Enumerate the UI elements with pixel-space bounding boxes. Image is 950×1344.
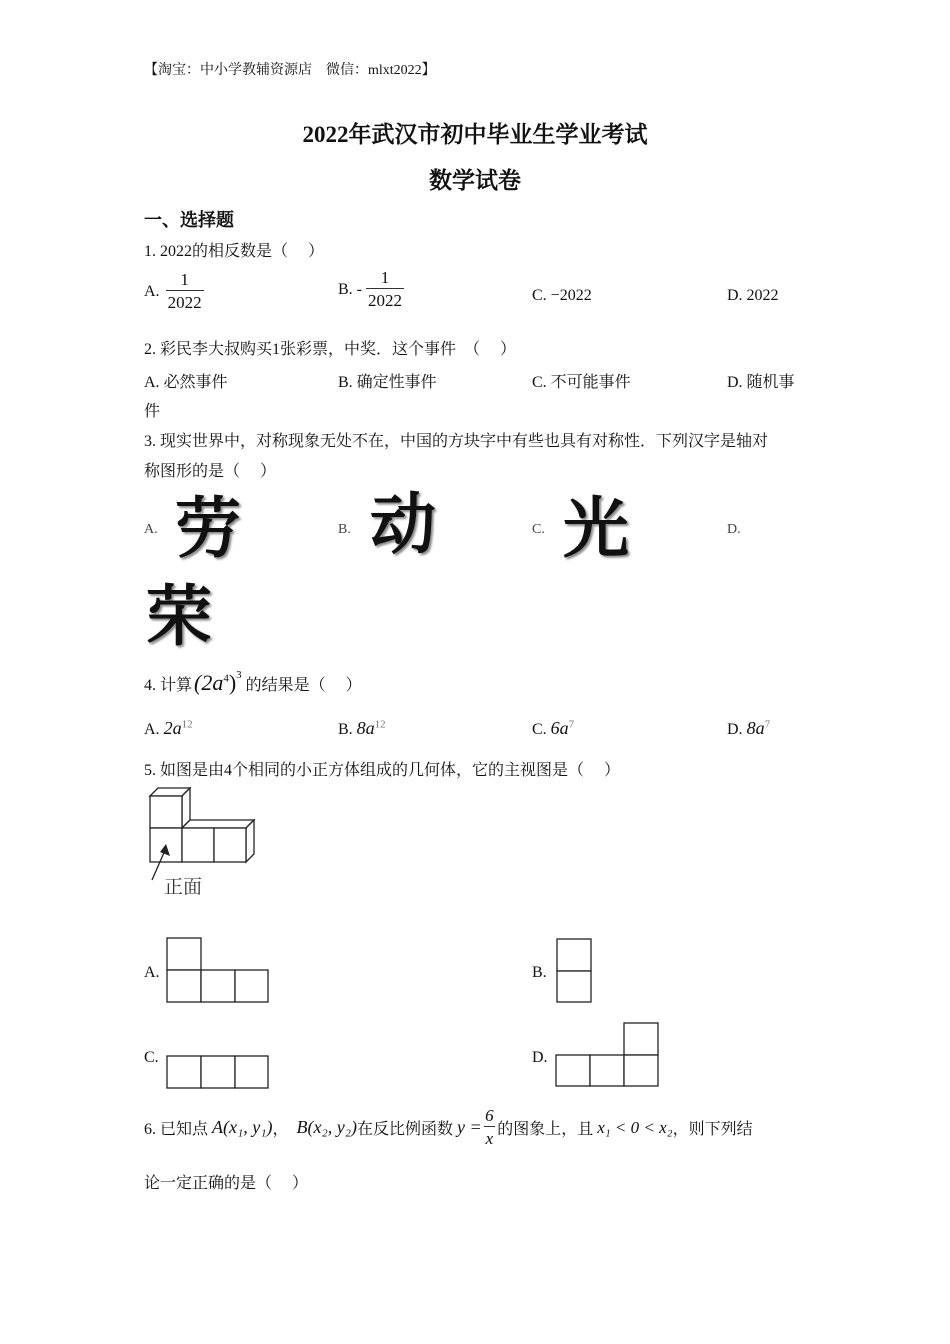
q3-b-label: B. bbox=[338, 522, 351, 537]
q4-c-label: C. bbox=[532, 721, 547, 738]
q5-a-label: A. bbox=[144, 964, 160, 981]
q4-c-exponent: 7 bbox=[568, 718, 575, 731]
q1-b-label: B. bbox=[338, 280, 353, 298]
page-subtitle: 数学试卷 bbox=[429, 168, 521, 193]
q4-c-term: 6a bbox=[550, 718, 569, 738]
q4-a-label: A. bbox=[144, 721, 160, 738]
q5-option-a-figure bbox=[166, 937, 270, 1003]
q1-option-a bbox=[144, 270, 204, 314]
q1-stem: 1. 2022的相反数是（ ） bbox=[144, 243, 325, 260]
q5-c-label: C. bbox=[144, 1049, 159, 1066]
q4-option-b bbox=[338, 718, 386, 739]
q6-stem-line2: 论一定正确的是（ ） bbox=[144, 1175, 309, 1192]
q4-a-term: 2a bbox=[163, 718, 182, 738]
q6-stem-line1 bbox=[144, 1106, 753, 1150]
q3-d-label: D. bbox=[727, 522, 741, 537]
q3-stem-line2: 称图形的是（ ） bbox=[144, 463, 277, 480]
q1-a-denominator: 2022 bbox=[166, 290, 204, 313]
q6-point-b: B(x₂, y₂) bbox=[296, 1117, 357, 1138]
q3-b-character: 动 bbox=[370, 486, 436, 563]
q1-a-numerator: 1 bbox=[180, 270, 189, 289]
q4-b-exponent: 12 bbox=[374, 718, 386, 731]
q4-d-exponent: 7 bbox=[764, 718, 771, 731]
q4-d-label: D. bbox=[727, 721, 743, 738]
q3-a-label: A. bbox=[144, 522, 158, 537]
q4-d-term: 8a bbox=[746, 718, 765, 738]
q4-expression bbox=[194, 670, 242, 696]
q5-b-label: B. bbox=[532, 964, 547, 981]
q3-c-character: 光 bbox=[563, 490, 629, 567]
q1-b-numerator: 1 bbox=[380, 268, 390, 287]
q3-c-label: C. bbox=[532, 522, 545, 537]
q1-option-d: D. 2022 bbox=[727, 287, 779, 304]
q2-option-b: B. 确定性事件 bbox=[338, 374, 437, 391]
q1-b-sign: - bbox=[356, 280, 362, 298]
q4-base: (2a bbox=[194, 670, 224, 695]
q6-mid-text: 在反比例函数 bbox=[357, 1121, 454, 1139]
q2-option-d: D. 随机事 bbox=[727, 374, 795, 391]
q5-solid-figure bbox=[144, 784, 264, 904]
q1-option-b bbox=[338, 268, 404, 312]
q6-function-denominator: x bbox=[484, 1126, 496, 1149]
q6-post-text: ，则下列结 bbox=[672, 1121, 753, 1139]
q5-stem: 5. 如图是由4个相同的小正方体组成的几何体，它的主视图是（ ） bbox=[144, 762, 621, 779]
q4-inner-exponent: 4 bbox=[223, 672, 229, 685]
q4-option-c bbox=[532, 718, 574, 739]
q1-a-label: A. bbox=[144, 282, 160, 300]
q5-option-b-figure bbox=[556, 938, 594, 1004]
q4-b-label: B. bbox=[338, 721, 353, 738]
q2-stem: 2. 彩民李大叔购买1张彩票，中奖．这个事件 （ ） bbox=[144, 341, 517, 358]
q4-b-term: 8a bbox=[356, 718, 375, 738]
q5-front-label: 正面 bbox=[164, 876, 203, 898]
page-title: 2022年武汉市初中毕业生学业考试 bbox=[302, 122, 648, 147]
q4-outer-exponent: 3 bbox=[236, 668, 242, 681]
q4-stem bbox=[144, 670, 362, 696]
q6-point-a: A(x₁, y₁) bbox=[212, 1117, 273, 1138]
q3-a-character: 劳 bbox=[175, 490, 241, 567]
q6-function-lhs: y = bbox=[457, 1117, 482, 1138]
q2-option-c: C. 不可能事件 bbox=[532, 374, 631, 391]
q6-stem-pre: 6. 已知点 bbox=[144, 1121, 209, 1139]
q6-condition: x₁ < 0 < x₂ bbox=[597, 1117, 673, 1137]
section-heading: 一、选择题 bbox=[144, 210, 234, 230]
q4-a-exponent: 12 bbox=[181, 718, 193, 731]
q2-option-d-wrap: 件 bbox=[144, 403, 161, 420]
q4-close-paren: ) bbox=[228, 670, 237, 695]
q1-a-fraction bbox=[166, 270, 204, 314]
q3-stem-line1: 3. 现实世界中，对称现象无处不在，中国的方块字中有些也具有对称性．下列汉字是轴对 bbox=[144, 433, 769, 450]
q4-stem-pre: 4. 计算 bbox=[144, 677, 193, 694]
page-header: 【淘宝：中小学教辅资源店 微信：mlxt2022】 bbox=[144, 63, 436, 78]
q6-function-numerator: 6 bbox=[485, 1106, 494, 1125]
q6-mid2-text: 的图象上，且 bbox=[497, 1121, 594, 1139]
q4-option-a bbox=[144, 718, 193, 739]
q5-option-d-figure bbox=[555, 1022, 661, 1088]
q4-stem-post: 的结果是（ ） bbox=[245, 677, 362, 694]
q4-option-d bbox=[727, 718, 770, 739]
q1-b-denominator: 2022 bbox=[366, 288, 404, 311]
q5-option-c-figure bbox=[166, 1055, 270, 1091]
q5-d-label: D. bbox=[532, 1049, 548, 1066]
q1-option-c: C. −2022 bbox=[532, 287, 592, 304]
q3-d-character: 荣 bbox=[146, 578, 212, 655]
q1-b-fraction bbox=[366, 268, 404, 312]
q6-function-fraction bbox=[484, 1106, 496, 1150]
q6-separator: ， bbox=[272, 1121, 289, 1139]
q2-option-a: A. 必然事件 bbox=[144, 374, 228, 391]
